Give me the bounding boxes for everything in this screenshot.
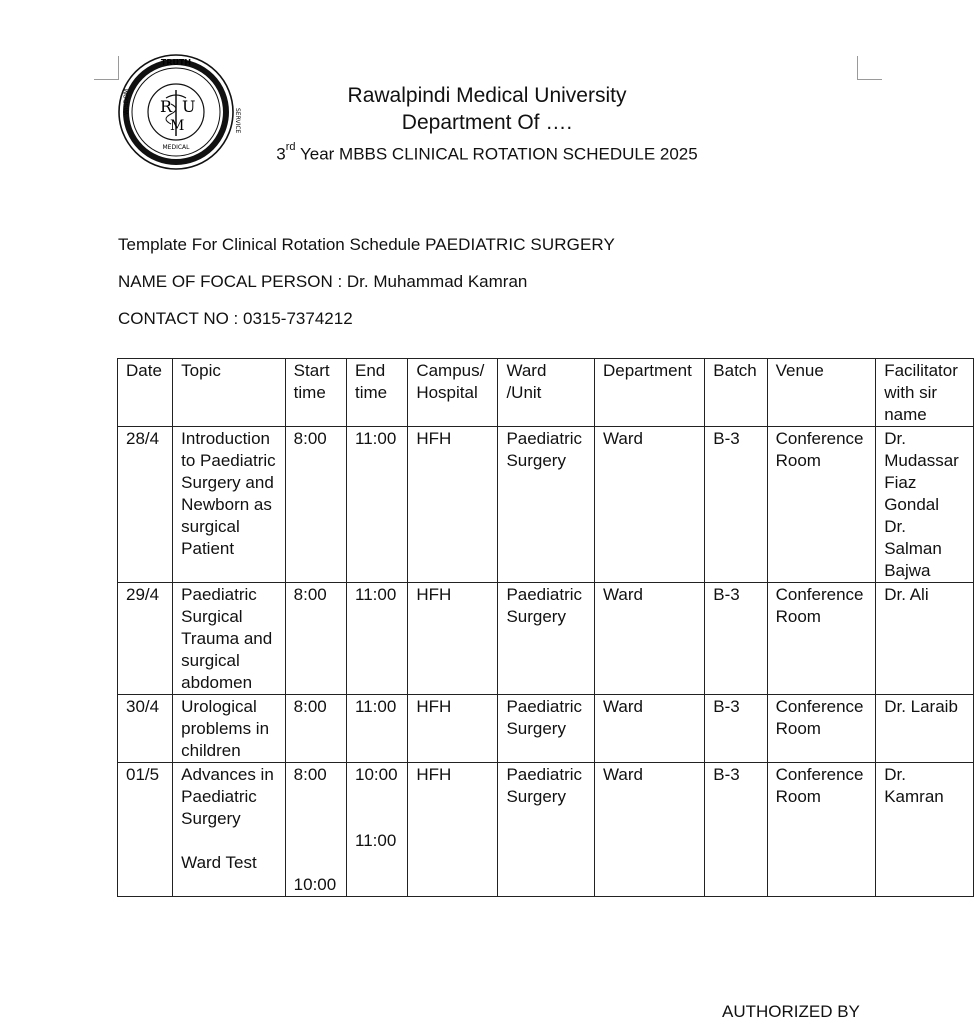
end-secondary: 11:00 [355,831,397,850]
cell-date: 29/4 [118,583,173,695]
template-line [118,234,615,256]
topic-secondary: Ward Test [181,853,257,872]
table-row [118,583,974,695]
header-venue: Venue [767,359,876,427]
cell-topic: Urological problems in children [173,695,286,763]
svg-text:R: R [160,97,173,116]
cell-facilitator: Dr. Ali [876,583,974,695]
header-topic: Topic [173,359,286,427]
cell-facilitator: Dr. Mudassar Fiaz Gondal Dr. Salman Bajwa [876,427,974,583]
department-title: Department Of …. [401,111,573,134]
header-campus: Campus/ Hospital [408,359,498,427]
end-primary: 10:00 [355,765,398,784]
svg-text:U: U [182,97,196,116]
cell-start: 8:00 [285,695,346,763]
cell-batch: B-3 [705,583,767,695]
topic-primary: Advances in Paediatric Surgery [181,765,274,828]
contact-line: CONTACT NO : 0315-7374212 [118,309,353,328]
cell-topic [173,763,286,897]
schedule-table [117,358,974,897]
university-seal-logo [116,54,241,170]
cell-venue: Conference Room [767,427,876,583]
university-name: Rawalpindi Medical University [347,84,627,107]
header-batch: Batch [705,359,767,427]
cell-venue: Conference Room [767,583,876,695]
cell-end: 11:00 [347,427,408,583]
svg-text:MEDICAL: MEDICAL [162,144,190,151]
seal-top-text [236,54,237,55]
cell-end: 11:00 [347,583,408,695]
cell-date: 28/4 [118,427,173,583]
template-label: Template For Clinical Rotation Schedule [118,235,426,254]
cell-start [285,763,346,897]
seal-right-text [236,54,237,55]
seal-left-text [236,54,237,55]
cell-department: Ward [594,763,704,897]
cell-ward: Paediatric Surgery [498,695,595,763]
cell-topic: Paediatric Surgical Trauma and surgical abdomen [173,583,286,695]
cell-facilitator: Dr. Kamran [876,763,974,897]
cell-topic: Introduction to Paediatric Surgery and Newborn as surgical Patient [173,427,286,583]
cell-venue: Conference Room [767,763,876,897]
year-number: 3 [276,144,286,164]
table-row [118,427,974,583]
cell-venue: Conference Room [767,695,876,763]
cell-start: 8:00 [285,583,346,695]
cell-end: 11:00 [347,695,408,763]
authorized-by-label: AUTHORIZED BY [722,1002,860,1021]
table-row [118,763,974,897]
cell-campus: HFH [408,763,498,897]
header-end-time: End time [347,359,408,427]
header-date: Date [118,359,173,427]
cell-department: Ward [594,427,704,583]
cell-department: Ward [594,583,704,695]
cell-campus: HFH [408,427,498,583]
header-department: Department [594,359,704,427]
start-primary: 8:00 [293,765,327,784]
svg-text:M: M [170,118,185,134]
table-header-row [118,359,974,427]
cell-date: 30/4 [118,695,173,763]
header-start-time: Start time [285,359,346,427]
cell-end [347,763,408,897]
seal-ring-text [236,54,237,55]
table-row [118,695,974,763]
cell-department: Ward [594,695,704,763]
svg-text:SERVICE: SERVICE [234,108,241,134]
cell-batch: B-3 [705,427,767,583]
cell-start: 8:00 [285,427,346,583]
cell-batch: B-3 [705,695,767,763]
header-facilitator: Facilitator with sir name [876,359,974,427]
crop-mark-top-right [857,56,882,80]
document-header [240,82,734,167]
cell-date: 01/5 [118,763,173,897]
cell-campus: HFH [408,583,498,695]
template-subject: PAEDIATRIC SURGERY [425,235,615,254]
cell-ward: Paediatric Surgery [498,583,595,695]
cell-batch: B-3 [705,763,767,897]
svg-text:TRUTH: TRUTH [160,58,192,67]
svg-text:WISDOM: WISDOM [123,88,130,115]
year-ordinal: rd [285,141,296,153]
focal-person-line: NAME OF FOCAL PERSON : Dr. Muhammad Kamran [118,272,528,291]
schedule-title-text: Year MBBS CLINICAL ROTATION SCHEDULE 2025 [295,144,698,164]
header-ward: Ward /Unit [498,359,595,427]
cell-ward: Paediatric Surgery [498,763,595,897]
schedule-title [240,138,734,167]
cell-campus: HFH [408,695,498,763]
cell-facilitator: Dr. Laraib [876,695,974,763]
cell-ward: Paediatric Surgery [498,427,595,583]
start-secondary: 10:00 [293,875,337,894]
